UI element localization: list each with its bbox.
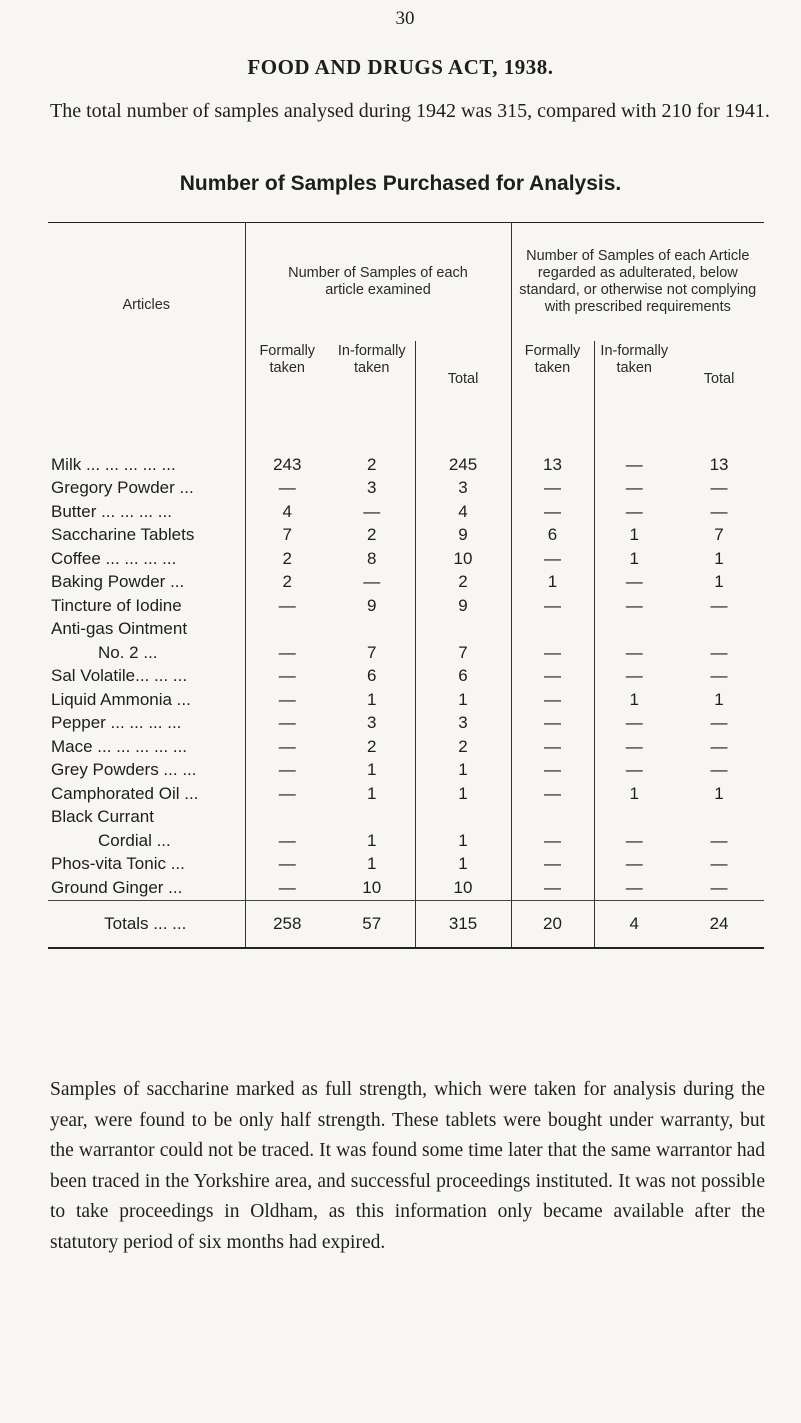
table-row [48,829,764,853]
table-cell: — [511,759,594,783]
table-cell: — [511,641,594,665]
table-header-row [48,223,764,342]
table-cell: — [710,666,728,686]
table-cell: 6 [367,666,377,686]
table-cell: — [511,782,594,806]
table-cell: 10 [415,876,511,900]
table-cell: 3 [415,477,511,501]
table-cell: — [511,853,594,877]
article-name: Milk ... ... ... ... ... [51,454,176,474]
article-name: Baking Powder ... [51,572,185,592]
table-row [48,853,764,877]
table-cell: 10 [415,547,511,571]
article-name: Phos-vita Tonic ... [51,854,185,874]
table-cell: 1 [415,829,511,853]
table-cell: 2 [415,571,511,595]
table-cell: — [594,712,674,736]
table-cell: — [363,501,381,521]
table-cell: — [594,735,674,759]
table-cell: 6 [415,665,511,689]
intro-text: The total number of samples analysed during 1942 was 315, compared with 210 for 1941. [50,100,770,122]
table-cell: 1 [714,548,724,568]
table-row [48,594,764,618]
table-cell: — [245,829,329,853]
article-name: Grey Powders ... ... [51,760,197,780]
article-name: No. 2 ... [98,642,158,662]
table-row [48,571,764,595]
table-cell: 3 [367,478,377,498]
article-name: Cordial ... [98,830,171,850]
table-cell: — [710,854,728,874]
table-cell: — [245,876,329,900]
table-cell: 4 [245,500,329,524]
table-cell: 9 [415,524,511,548]
subheader-cell: Total [703,370,735,387]
table-row [48,735,764,759]
article-name: Camphorated Oil ... [51,783,199,803]
table-cell: — [245,782,329,806]
table-cell: — [245,759,329,783]
table-cell: 1 [415,853,511,877]
page-title: FOOD AND DRUGS ACT, 1938. [247,55,554,79]
table-cell: 2 [245,571,329,595]
adulterated-group-header: Number of Samples of each Article regarded as adulterated, below standard, or otherwise not complying with prescribed requirements [511,223,764,342]
totals-cell: 4 [594,900,674,948]
table-cell: — [245,853,329,877]
table-cell: — [710,760,728,780]
table-cell: 1 [594,688,674,712]
table-row [48,688,764,712]
table-cell [594,618,674,642]
table-row [48,759,764,783]
article-name: Pepper ... ... ... ... [51,713,182,733]
article-name: Coffee ... ... ... ... [51,548,177,568]
table-cell: 1 [367,854,377,874]
table-cell: — [511,665,594,689]
table-cell: 7 [415,641,511,665]
totals-label: Totals ... ... [48,900,245,948]
table-cell: — [594,477,674,501]
table-row [48,618,764,642]
table-cell: 9 [367,595,377,615]
article-name: Anti-gas Ointment [51,619,188,639]
table-cell: 3 [415,712,511,736]
table-cell: 1 [594,782,674,806]
table-cell: 2 [415,735,511,759]
table-cell: — [594,571,674,595]
totals-cell: 57 [329,900,415,948]
table-cell [415,806,511,830]
article-name: Sal Volatile... ... ... [51,666,188,686]
table-cell: — [710,713,728,733]
table-cell: 1 [415,782,511,806]
page-number: 30 [395,8,415,29]
table-cell: — [511,477,594,501]
table-cell: 7 [714,525,724,545]
table-cell: — [363,572,381,592]
subheader-cell: In-formally taken [594,341,674,445]
table-cell: — [245,712,329,736]
table-cell [415,618,511,642]
table-cell: — [511,594,594,618]
table-cell [674,618,764,642]
samples-table-container [48,222,764,949]
table-cell: 10 [362,877,382,897]
table-cell [245,806,329,830]
totals-cell: 20 [511,900,594,948]
table-row [48,547,764,571]
table-cell: — [594,641,674,665]
table-cell: — [710,595,728,615]
totals-cell: 24 [674,900,764,948]
table-row [48,524,764,548]
table-cell: — [511,829,594,853]
table-cell: — [710,478,728,498]
totals-cell: 258 [245,900,329,948]
table-row [48,641,764,665]
table-cell: — [594,759,674,783]
table-cell: — [710,501,728,521]
table-cell: — [594,594,674,618]
table-title: Number of Samples Purchased for Analysis. [179,172,622,195]
table-cell: 245 [415,445,511,477]
body-paragraph: Samples of saccharine marked as full strength, which were taken for analysis during the year, were found to be only half strength. These tablets were bought under warranty, but the warrantor could not be traced. It was found some time later that the same warrantor had been traced in the Yorkshire area, and successful proceedings instituted. It was not possible to take proceedings in Oldham, as this information only became available after the statutory period of six months had expired. [50,1079,765,1253]
table-body [48,445,764,900]
table-cell [511,618,594,642]
table-cell: 1 [415,688,511,712]
article-name: Gregory Powder ... [51,478,194,498]
table-cell: — [511,876,594,900]
article-name: Liquid Ammonia ... [51,689,191,709]
table-cell: — [710,877,728,897]
table-cell: — [245,688,329,712]
table-cell: 9 [415,594,511,618]
table-cell: — [511,688,594,712]
table-cell: 1 [594,524,674,548]
article-name: Black Currant [51,807,154,827]
subheader-cell: Formally taken [245,341,329,445]
table-row [48,876,764,900]
table-cell: 1 [367,689,377,709]
table-cell: 6 [511,524,594,548]
article-name: Ground Ginger ... [51,877,183,897]
table-cell: 4 [415,500,511,524]
table-cell: — [594,876,674,900]
table-cell: — [594,445,674,477]
table-cell: — [245,641,329,665]
table-row [48,500,764,524]
table-cell [245,618,329,642]
table-cell: — [594,829,674,853]
article-name: Mace ... ... ... ... ... [51,736,188,756]
examined-group-header: Number of Samples of each article examined [245,223,511,342]
table-cell: — [511,735,594,759]
table-row [48,806,764,830]
table-cell: 7 [367,642,377,662]
table-cell: 1 [367,760,377,780]
article-name: Butter ... ... ... ... [51,501,172,521]
table-cell: — [594,665,674,689]
table-cell: 1 [594,547,674,571]
table-cell: — [245,477,329,501]
articles-column-header: Articles [122,296,171,313]
table-cell: — [245,735,329,759]
samples-table [48,222,764,949]
table-cell: 2 [367,525,377,545]
table-cell: 1 [714,689,724,709]
table-cell: — [710,642,728,662]
table-cell: 1 [511,571,594,595]
table-cell: 1 [714,783,724,803]
totals-row [48,900,764,948]
table-cell: — [594,500,674,524]
table-row [48,477,764,501]
table-cell: 1 [367,830,377,850]
table-cell [594,806,674,830]
table-cell: — [245,594,329,618]
table-cell: — [710,830,728,850]
table-cell [329,806,415,830]
table-row [48,445,764,477]
table-cell: 13 [709,454,729,474]
table-row [48,712,764,736]
table-cell [674,806,764,830]
table-cell: 1 [367,783,377,803]
table-cell: 2 [367,454,377,474]
table-cell: 3 [367,713,377,733]
table-cell: — [511,712,594,736]
table-cell: 7 [245,524,329,548]
table-cell: — [594,853,674,877]
table-cell: 1 [415,759,511,783]
subheader-cell: In-formally taken [337,343,406,376]
table-cell: 243 [245,445,329,477]
table-cell: 8 [367,548,377,568]
subheader-cell: Formally taken [511,341,594,445]
table-cell: — [511,500,594,524]
article-name: Tincture of Iodine [51,595,182,615]
table-cell: — [245,665,329,689]
table-cell: 1 [714,572,724,592]
article-name: Saccharine Tablets [51,525,195,545]
totals-cell: 315 [415,900,511,948]
table-cell: — [511,547,594,571]
table-cell: 2 [245,547,329,571]
table-cell [511,806,594,830]
table-cell: 2 [367,736,377,756]
table-cell: 13 [511,445,594,477]
table-cell [329,618,415,642]
table-row [48,665,764,689]
table-cell: — [710,736,728,756]
subheader-cell: Total [415,341,511,445]
table-row [48,782,764,806]
